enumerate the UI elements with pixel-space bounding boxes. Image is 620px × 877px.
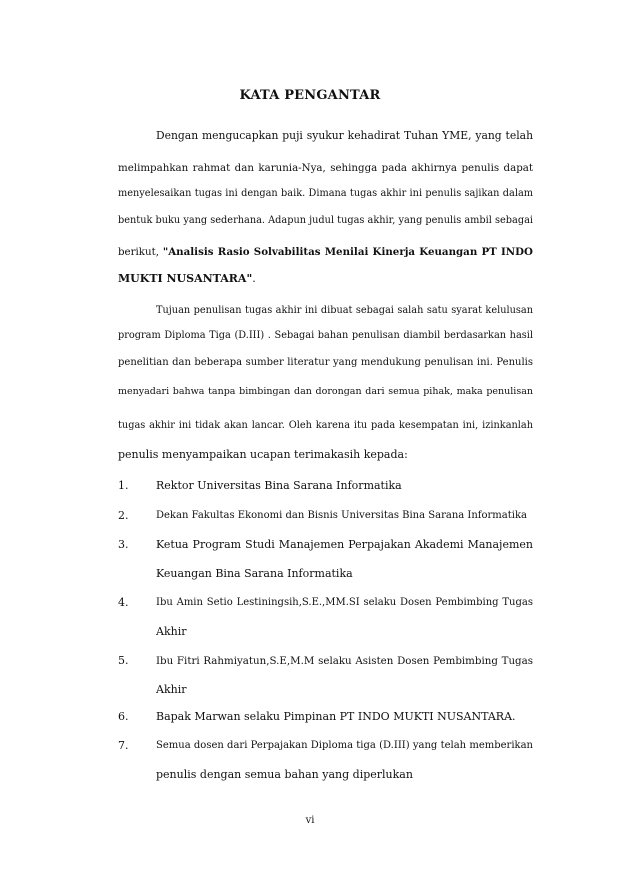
list-item-2: Dekan Fakultas Ekonomi dan Bisnis Universitas Bina Sarana Informatika	[156, 510, 527, 521]
paragraph-1-line-3: menyelesaikan tugas ini dengan baik. Dimana tugas akhir ini penulis sajikan dalam	[118, 188, 533, 199]
list-item-3-line-2: Keuangan Bina Sarana Informatika	[156, 567, 353, 580]
line-5-prefix: berikut,	[118, 246, 163, 258]
list-item-4-line-1: Ibu Amin Setio Lestiningsih,S.E.,MM.SI selaku Dosen Pembimbing Tugas	[156, 597, 533, 608]
paragraph-2-line-2: program Diploma Tiga (D.III) . Sebagai bahan penulisan diambil berdasarkan hasil	[118, 330, 533, 341]
list-item-number: 1.	[118, 479, 129, 492]
paragraph-2-line-3: penelitian dan beberapa sumber literatur yang mendukung penulisan ini. Penulis	[118, 357, 533, 368]
list-item-4-line-2: Akhir	[156, 625, 187, 638]
list-item-5-line-1: Ibu Fitri Rahmiyatun,S.E,M.M selaku Asisten Dosen Pembimbing Tugas	[156, 655, 533, 667]
list-item-number: 4.	[118, 596, 129, 609]
list-item-number: 5.	[118, 654, 129, 667]
paragraph-2-line-1: Tujuan penulisan tugas akhir ini dibuat sebagai salah satu syarat kelulusan	[156, 305, 533, 316]
paragraph-1-line-2: melimpahkan rahmat dan karunia-Nya, sehingga pada akhirnya penulis dapat	[118, 162, 533, 174]
paragraph-2-line-6: penulis menyampaikan ucapan terimakasih kepada:	[118, 448, 408, 461]
line-6-suffix: .	[252, 272, 256, 285]
paragraph-1-line-6	[118, 272, 533, 286]
list-item-5-line-2: Akhir	[156, 683, 187, 696]
list-item-6: Bapak Marwan selaku Pimpinan PT INDO MUKTI NUSANTARA.	[156, 710, 516, 723]
list-item-1: Rektor Universitas Bina Sarana Informatika	[156, 479, 402, 492]
page-title: KATA PENGANTAR	[239, 88, 381, 103]
list-item-number: 6.	[118, 710, 129, 723]
list-item-number: 2.	[118, 509, 129, 522]
paragraph-1-line-4: bentuk buku yang sederhana. Adapun judul tugas akhir, yang penulis ambil sebagai	[118, 215, 533, 226]
thesis-title-part-1: "Analisis Rasio Solvabilitas Menilai Kinerja Keuangan PT INDO	[162, 246, 533, 258]
page-number: vi	[305, 815, 315, 826]
list-item-7-line-1: Semua dosen dari Perpajakan Diploma tiga (D.III) yang telah memberikan	[156, 740, 533, 751]
list-item-7-line-2: penulis dengan semua bahan yang diperlukan	[156, 768, 413, 781]
paragraph-2-line-4: menyadari bahwa tanpa bimbingan dan dorongan dari semua pihak, maka penulisan	[118, 386, 533, 397]
list-item-number: 3.	[118, 538, 129, 551]
list-item-number: 7.	[118, 739, 129, 752]
paragraph-2-line-5: tugas akhir ini tidak akan lancar. Oleh karena itu pada kesempatan ini, izinkanlah	[118, 420, 533, 431]
list-item-3-line-1: Ketua Program Studi Manajemen Perpajakan Akademi Manajemen	[156, 538, 533, 551]
paragraph-1-line-1: Dengan mengucapkan puji syukur kehadirat Tuhan YME, yang telah	[156, 129, 533, 142]
thesis-title-part-2: MUKTI NUSANTARA"	[118, 272, 253, 285]
paragraph-1-line-5	[118, 245, 533, 259]
